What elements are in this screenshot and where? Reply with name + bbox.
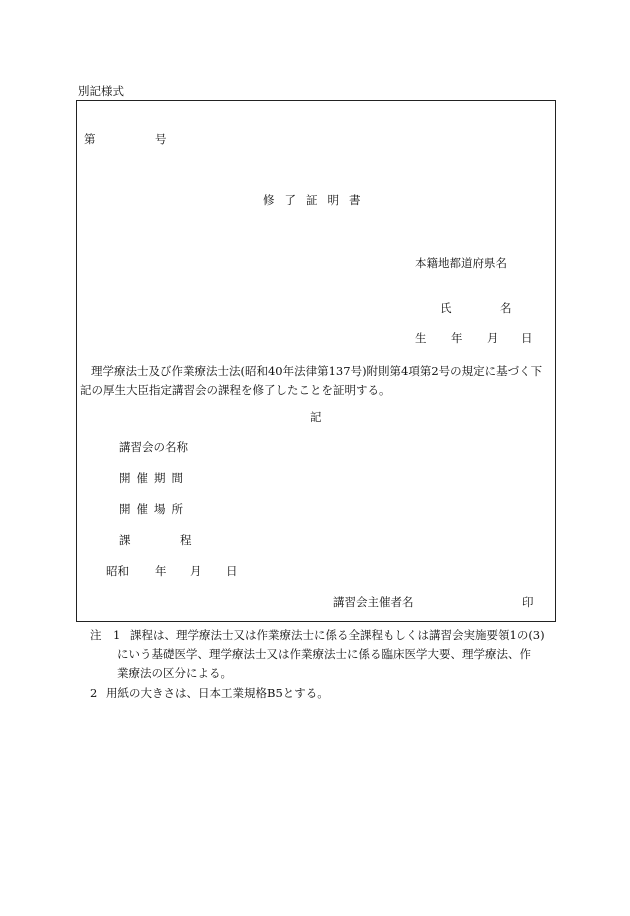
domicile-label: 本籍地都道府県名 bbox=[415, 256, 507, 270]
organizer-label: 講習会主催者名 bbox=[333, 595, 414, 609]
note-label: 注 bbox=[90, 628, 102, 642]
ki-heading: 記 bbox=[310, 410, 322, 424]
note-2-text: 用紙の大きさは、日本工業規格B5とする。 bbox=[106, 686, 329, 700]
note-1-line-1: 課程は、理学療法士又は作業療法士に係る全課程もしくは講習会実施要領1の(3) bbox=[130, 628, 545, 642]
seal-label: 印 bbox=[522, 595, 534, 609]
period-label: 開催期間 bbox=[119, 471, 189, 485]
certificate-frame bbox=[76, 100, 556, 622]
curriculum-label-2: 程 bbox=[180, 533, 192, 547]
date-day: 日 bbox=[226, 564, 238, 578]
name-label-1: 氏 bbox=[440, 301, 452, 315]
number-suffix: 号 bbox=[155, 132, 167, 146]
number-prefix: 第 bbox=[84, 132, 96, 146]
certification-statement: 理学療法士及び作業療法士法(昭和40年法律第137号)附則第4項第2号の規定に基づく下記の厚生大臣指定講習会の課程を修了したことを証明する。 bbox=[80, 364, 543, 397]
date-year: 年 bbox=[155, 564, 167, 578]
name-label-2: 名 bbox=[500, 301, 512, 315]
curriculum-label-1: 課 bbox=[119, 533, 131, 547]
dob-label-3: 月 bbox=[487, 331, 499, 345]
note-2-number: 2 bbox=[90, 686, 98, 700]
note-1-number: 1 bbox=[113, 628, 121, 642]
date-era: 昭和 bbox=[106, 564, 129, 578]
dob-label-4: 日 bbox=[521, 331, 533, 345]
note-1-line-2: にいう基礎医学、理学療法士又は作業療法士に係る臨床医学大要、理学療法、作 bbox=[117, 647, 531, 661]
dob-label-2: 年 bbox=[451, 331, 463, 345]
form-label: 別記様式 bbox=[78, 84, 124, 98]
dob-label-1: 生 bbox=[415, 331, 427, 345]
document-title: 修了証明書 bbox=[263, 193, 371, 207]
note-1-line-3: 業療法の区分による。 bbox=[117, 666, 232, 680]
venue-label: 開催場所 bbox=[119, 502, 189, 516]
course-name-label: 講習会の名称 bbox=[119, 440, 188, 454]
date-month: 月 bbox=[190, 564, 202, 578]
